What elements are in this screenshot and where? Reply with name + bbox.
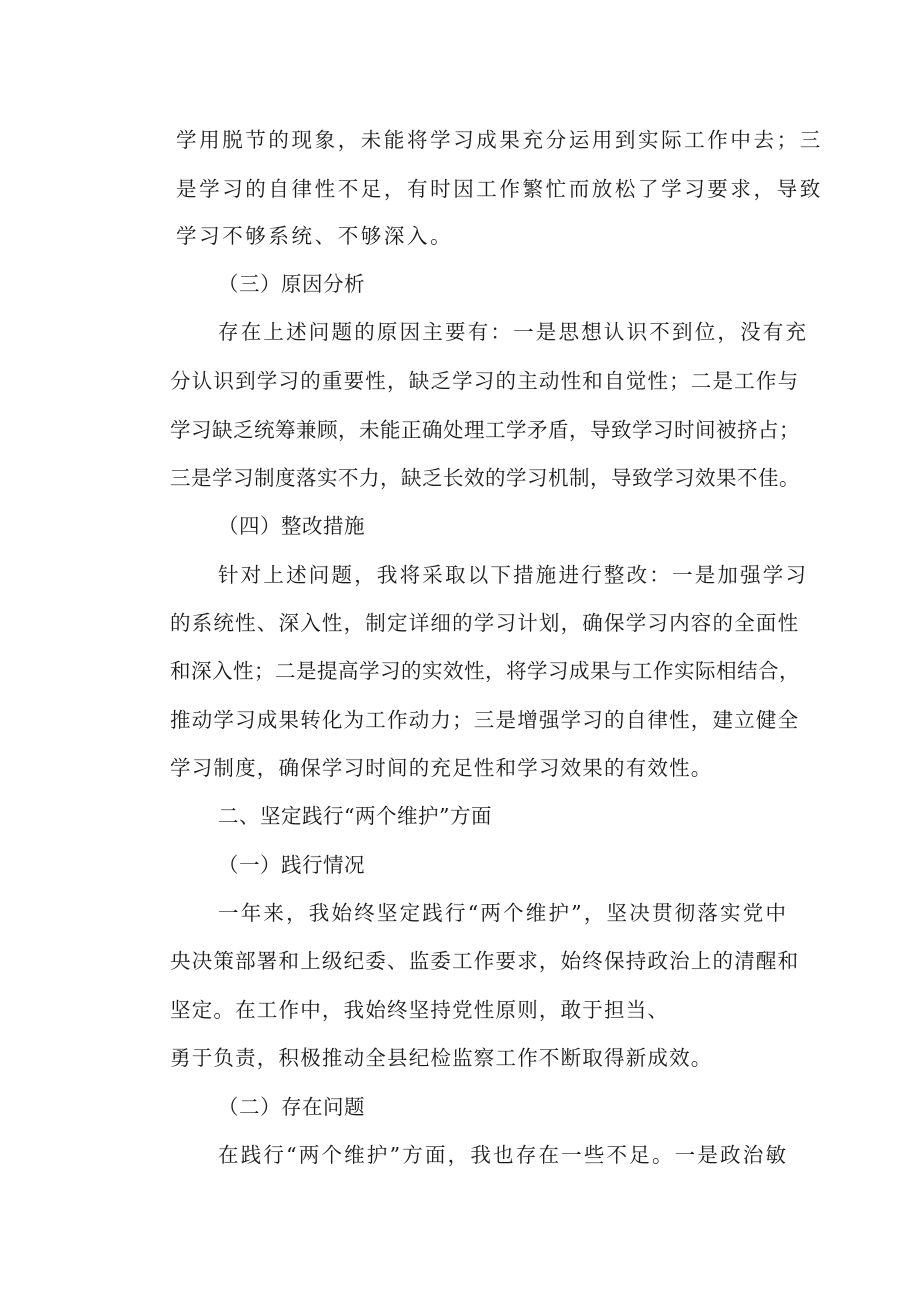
text-line: 推动学习成果转化为工作动力；三是增强学习的自律性，建立健全	[170, 708, 800, 732]
text-line: 坚定。在工作中，我始终坚持党性原则，敢于担当、	[170, 998, 670, 1022]
text-line: 学习不够系统、不够深入。	[176, 224, 454, 248]
section-heading: （三）原因分析	[218, 272, 365, 296]
section-heading: （二）存在问题	[218, 1095, 365, 1119]
text-line: 学用脱节的现象，未能将学习成果充分运用到实际工作中去；三	[176, 128, 823, 152]
text-line: 一年来，我始终坚定践行“两个维护”，坚决贯彻落实党中	[218, 901, 789, 925]
section-heading: （一）践行情况	[218, 853, 365, 877]
text-line: 存在上述问题的原因主要有：一是思想认识不到位，没有充	[218, 320, 809, 344]
text-line: 针对上述问题，我将采取以下措施进行整改：一是加强学习	[218, 563, 809, 587]
text-line: 在践行“两个维护”方面，我也存在一些不足。一是政治敏	[218, 1143, 789, 1167]
text-line: 三是学习制度落实不力，缺乏长效的学习机制，导致学习效果不佳。	[170, 466, 800, 490]
text-line: 是学习的自律性不足，有时因工作繁忙而放松了学习要求，导致	[176, 177, 823, 201]
text-line: 分认识到学习的重要性，缺乏学习的主动性和自觉性；二是工作与	[170, 369, 800, 393]
text-line: 和深入性；二是提高学习的实效性，将学习成果与工作实际相结合，	[170, 659, 800, 683]
text-line: 学习制度，确保学习时间的充足性和学习效果的有效性。	[170, 756, 713, 780]
chapter-heading: 二、坚定践行“两个维护”方面	[218, 804, 492, 828]
text-line: 学习缺乏统筹兼顾，未能正确处理工学矛盾，导致学习时间被挤占；	[170, 418, 800, 442]
text-line: 的系统性、深入性，制定详细的学习计划，确保学习内容的全面性	[170, 611, 800, 635]
text-line: 勇于负责，积极推动全县纪检监察工作不断取得新成效。	[170, 1046, 713, 1070]
section-heading: （四）整改措施	[218, 514, 365, 538]
text-line: 央决策部署和上级纪委、监委工作要求，始终保持政治上的清醒和	[170, 949, 800, 973]
